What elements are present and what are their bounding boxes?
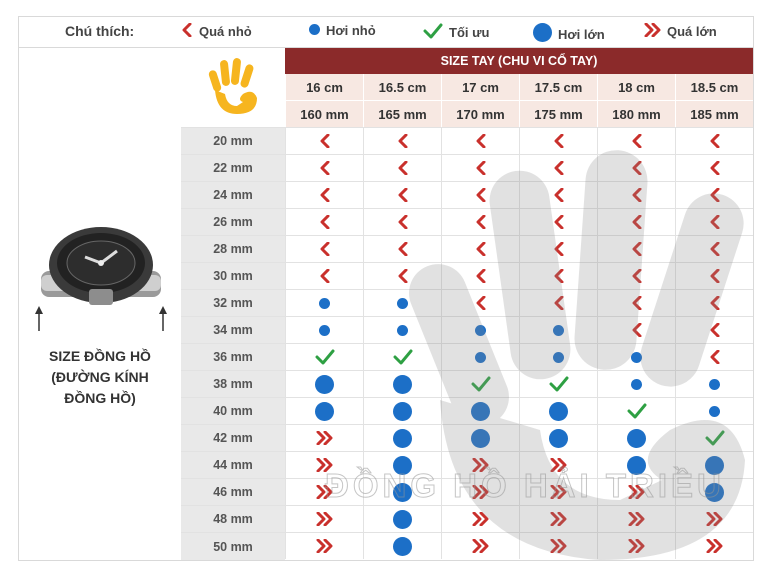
watch-size-cell: 38 mm bbox=[181, 370, 285, 397]
small-dot-icon bbox=[319, 298, 330, 309]
wrist-size-column-header bbox=[597, 74, 675, 127]
legend-label: Hơi nhỏ bbox=[326, 23, 376, 38]
legend-item-slightly-large bbox=[533, 23, 605, 45]
fit-cell bbox=[285, 154, 363, 181]
watch-size-label-line3: ĐỒNG HỒ) bbox=[64, 390, 136, 406]
chevron-left-icon bbox=[397, 134, 409, 148]
large-dot-icon bbox=[533, 23, 552, 45]
watch-size-cell: 22 mm bbox=[181, 154, 285, 181]
wrist-size-column-header bbox=[675, 74, 753, 127]
fit-cell bbox=[285, 505, 363, 532]
wrist-size-cm: 16 cm bbox=[306, 79, 343, 95]
watch-size-cell: 24 mm bbox=[181, 181, 285, 208]
fit-cell bbox=[285, 208, 363, 235]
watch-size-column bbox=[181, 127, 285, 560]
check-icon bbox=[423, 23, 443, 42]
fit-cell bbox=[285, 289, 363, 316]
watch-image-icon bbox=[35, 213, 167, 333]
watch-size-cell: 26 mm bbox=[181, 208, 285, 235]
wrist-size-column-header bbox=[363, 74, 441, 127]
watch-panel bbox=[19, 48, 182, 560]
large-dot-icon bbox=[315, 375, 334, 394]
legend-item-too-small bbox=[181, 23, 252, 40]
large-dot-icon bbox=[315, 402, 334, 421]
chevron-left-icon bbox=[319, 242, 331, 256]
hand-logo-icon bbox=[207, 56, 261, 118]
watch-size-label-line2: (ĐƯỜNG KÍNH bbox=[51, 369, 149, 385]
wrist-size-cm: 17 cm bbox=[462, 79, 499, 95]
fit-cell bbox=[285, 235, 363, 262]
double-chevron-right-icon bbox=[644, 23, 661, 40]
watch-size-cell: 20 mm bbox=[181, 127, 285, 154]
fit-cell bbox=[285, 181, 363, 208]
legend-label: Quá lớn bbox=[667, 24, 717, 39]
watch-size-cell: 50 mm bbox=[181, 532, 285, 560]
wrist-size-cm: 18.5 cm bbox=[690, 79, 739, 95]
legend-title: Chú thích: bbox=[65, 23, 135, 39]
fit-cell bbox=[285, 127, 363, 154]
wrist-size-mm: 180 mm bbox=[598, 100, 675, 127]
watch-size-cell: 32 mm bbox=[181, 289, 285, 316]
fit-cell bbox=[285, 532, 363, 559]
wrist-size-cm: 17.5 cm bbox=[534, 79, 583, 95]
chevron-left-icon bbox=[553, 134, 565, 148]
legend-item-too-large bbox=[644, 23, 717, 40]
watermark-text: ĐỒNG HỒ HẢI TRIỀU bbox=[325, 467, 725, 504]
watch-size-cell: 44 mm bbox=[181, 451, 285, 478]
wrist-size-mm: 160 mm bbox=[286, 100, 363, 127]
watch-size-cell: 36 mm bbox=[181, 343, 285, 370]
small-dot-icon bbox=[309, 23, 320, 38]
chevron-left-icon bbox=[319, 134, 331, 148]
chevron-left-icon bbox=[319, 161, 331, 175]
legend-label: Hơi lớn bbox=[558, 26, 605, 42]
double-chevron-right-icon bbox=[316, 512, 333, 526]
watch-size-cell: 42 mm bbox=[181, 424, 285, 451]
chevron-left-icon bbox=[475, 134, 487, 148]
hand-logo-cell bbox=[181, 48, 286, 127]
wrist-size-cm: 18 cm bbox=[618, 79, 655, 95]
legend-item-optimal bbox=[423, 23, 489, 42]
wrist-size-column-header bbox=[441, 74, 519, 127]
fit-cell bbox=[285, 343, 363, 370]
chevron-left-icon bbox=[181, 23, 193, 40]
wrist-size-mm: 165 mm bbox=[364, 100, 441, 127]
background-hand-icon bbox=[400, 150, 770, 570]
fit-cell bbox=[285, 262, 363, 289]
wrist-size-mm: 185 mm bbox=[676, 100, 753, 127]
chevron-left-icon bbox=[319, 188, 331, 202]
fit-cell bbox=[285, 397, 363, 424]
watch-size-cell: 48 mm bbox=[181, 505, 285, 532]
fit-cell bbox=[285, 370, 363, 397]
wrist-size-mm: 170 mm bbox=[442, 100, 519, 127]
legend-label: Quá nhỏ bbox=[199, 24, 252, 39]
wrist-size-column-header bbox=[519, 74, 597, 127]
fit-cell bbox=[285, 424, 363, 451]
chevron-left-icon bbox=[319, 215, 331, 229]
legend-item-slightly-small bbox=[309, 23, 376, 38]
wrist-size-header: SIZE TAY (CHU VI CỔ TAY) bbox=[285, 48, 753, 74]
chevron-left-icon bbox=[709, 134, 721, 148]
watch-size-cell: 40 mm bbox=[181, 397, 285, 424]
check-icon bbox=[315, 349, 335, 365]
small-dot-icon bbox=[319, 325, 330, 336]
watch-size-cell: 30 mm bbox=[181, 262, 285, 289]
wrist-size-column-header bbox=[285, 74, 363, 127]
watch-size-cell: 34 mm bbox=[181, 316, 285, 343]
legend-bar bbox=[18, 16, 754, 48]
fit-cell bbox=[285, 316, 363, 343]
double-chevron-right-icon bbox=[316, 431, 333, 445]
wrist-size-cm: 16.5 cm bbox=[378, 79, 427, 95]
wrist-size-mm: 175 mm bbox=[520, 100, 597, 127]
chevron-left-icon bbox=[631, 134, 643, 148]
watch-size-label-line1: SIZE ĐỒNG HỒ bbox=[49, 348, 151, 364]
double-chevron-right-icon bbox=[316, 539, 333, 553]
chevron-left-icon bbox=[319, 269, 331, 283]
watch-size-cell: 28 mm bbox=[181, 235, 285, 262]
watch-size-cell: 46 mm bbox=[181, 478, 285, 505]
legend-label: Tối ưu bbox=[449, 25, 490, 40]
